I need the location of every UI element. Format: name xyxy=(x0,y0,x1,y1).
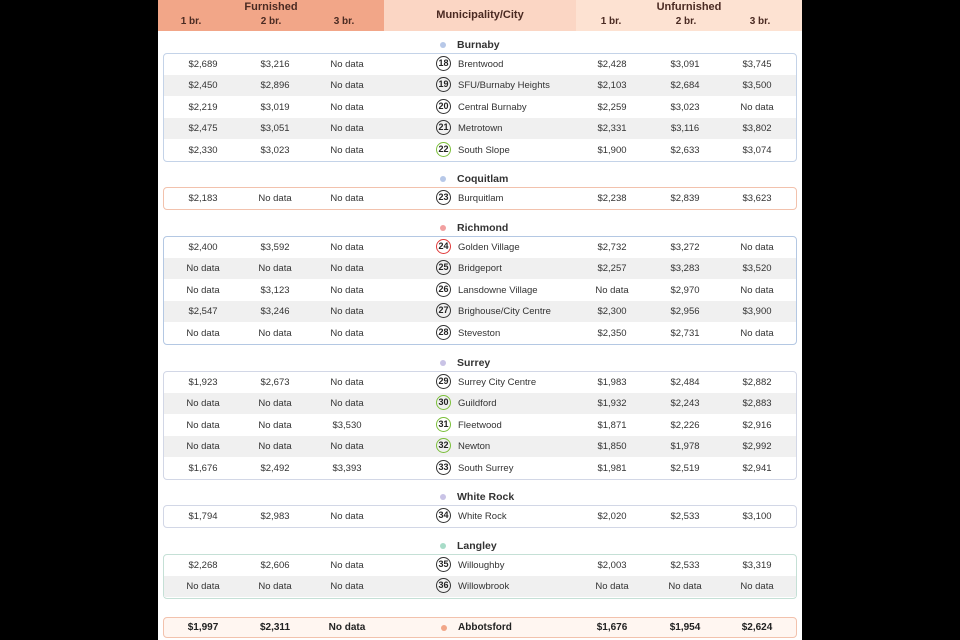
furnished-1br-cell: $2,330 xyxy=(188,144,218,156)
unfurnished-1br-cell: $2,103 xyxy=(597,80,627,92)
table-row xyxy=(164,75,796,96)
area-name: Golden Village xyxy=(458,242,520,253)
group-box xyxy=(163,505,797,528)
group-title xyxy=(384,218,576,238)
header-municipality xyxy=(384,0,576,31)
table-row xyxy=(164,372,796,393)
unfurnished-3br-cell: $3,623 xyxy=(742,193,772,204)
table-row xyxy=(164,237,796,258)
group-name: Langley xyxy=(457,540,497,552)
furnished-3br-cell: No data xyxy=(330,398,364,410)
furnished-2br-cell: $2,983 xyxy=(260,511,290,522)
area-number-badge: 24 xyxy=(436,239,451,254)
unfurnished-1br-cell: $1,932 xyxy=(597,398,627,410)
group-box xyxy=(163,554,797,599)
area-number-badge: 31 xyxy=(436,417,451,432)
table-row xyxy=(164,555,796,576)
furnished-1br-cell: $2,475 xyxy=(188,123,218,135)
unfurnished-3br-cell: No data xyxy=(740,581,774,593)
furnished-3br-cell: No data xyxy=(330,80,364,92)
furnished-3br-cell: No data xyxy=(330,242,364,253)
furnished-2br-cell: $2,606 xyxy=(260,560,290,571)
region-dot xyxy=(441,625,447,631)
unfurnished-2br-cell: $2,226 xyxy=(670,419,700,431)
unfurnished-1br-cell: $2,331 xyxy=(597,123,627,135)
group-name: Richmond xyxy=(457,222,509,234)
total-furnished-2br: $2,311 xyxy=(259,622,291,633)
area-name: Bridgeport xyxy=(458,263,502,275)
table-row xyxy=(164,436,796,457)
area-number-badge: 20 xyxy=(436,99,451,114)
unfurnished-1br-cell: $1,981 xyxy=(597,462,627,474)
unfurnished-2br-cell: $3,272 xyxy=(670,242,700,253)
furnished-3br-cell: No data xyxy=(330,441,364,453)
header-furnished-3br: 3 br. xyxy=(333,16,355,27)
furnished-3br-cell: No data xyxy=(330,327,364,339)
group-title xyxy=(384,487,576,507)
header-unfurnished-title: Unfurnished xyxy=(656,1,722,13)
unfurnished-2br-cell: $3,023 xyxy=(670,101,700,113)
table-row xyxy=(164,415,796,436)
unfurnished-2br-cell: $3,283 xyxy=(670,263,700,275)
furnished-3br-cell: No data xyxy=(330,263,364,275)
area-number-badge: 21 xyxy=(436,120,451,135)
area-name: Central Burnaby xyxy=(458,101,527,113)
unfurnished-2br-cell: No data xyxy=(668,581,702,593)
unfurnished-1br-cell: $2,428 xyxy=(597,59,627,70)
area-number-badge: 25 xyxy=(436,260,451,275)
furnished-2br-cell: $3,246 xyxy=(260,306,290,318)
furnished-3br-cell: No data xyxy=(330,581,364,593)
region-dot xyxy=(440,225,446,231)
furnished-1br-cell: No data xyxy=(186,327,220,339)
unfurnished-1br-cell: $2,350 xyxy=(597,327,627,339)
furnished-2br-cell: $3,123 xyxy=(260,284,290,296)
group-title xyxy=(384,353,576,373)
unfurnished-1br-cell: $2,259 xyxy=(597,101,627,113)
area-number-badge: 36 xyxy=(436,578,451,593)
area-name: Brighouse/City Centre xyxy=(458,306,551,318)
unfurnished-1br-cell: $1,850 xyxy=(597,441,627,453)
area-name: Brentwood xyxy=(458,59,504,70)
unfurnished-2br-cell: $2,684 xyxy=(670,80,700,92)
unfurnished-2br-cell: $2,533 xyxy=(670,560,700,571)
unfurnished-2br-cell: $1,978 xyxy=(670,441,700,453)
unfurnished-1br-cell: $2,300 xyxy=(597,306,627,318)
group-title xyxy=(384,169,576,189)
total-furnished-1br: $1,997 xyxy=(187,622,219,633)
furnished-1br-cell: No data xyxy=(186,419,220,431)
furnished-2br-cell: $3,023 xyxy=(260,144,290,156)
area-number-badge: 19 xyxy=(436,77,451,92)
table-row xyxy=(164,258,796,279)
area-number-badge: 28 xyxy=(436,325,451,340)
furnished-2br-cell: No data xyxy=(258,441,292,453)
table-row xyxy=(164,301,796,322)
unfurnished-1br-cell: $2,003 xyxy=(597,560,627,571)
furnished-1br-cell: No data xyxy=(186,263,220,275)
furnished-3br-cell: No data xyxy=(330,101,364,113)
furnished-3br-cell: $3,530 xyxy=(332,419,362,431)
unfurnished-3br-cell: No data xyxy=(740,327,774,339)
unfurnished-2br-cell: $2,970 xyxy=(670,284,700,296)
area-name: White Rock xyxy=(458,511,507,522)
area-name: South Surrey xyxy=(458,462,514,474)
group-name: Surrey xyxy=(457,357,491,369)
header-furnished-2br: 2 br. xyxy=(260,16,282,27)
furnished-1br-cell: $2,268 xyxy=(188,560,218,571)
area-number-badge: 29 xyxy=(436,374,451,389)
region-dot xyxy=(440,543,446,549)
furnished-2br-cell: No data xyxy=(258,398,292,410)
furnished-2br-cell: No data xyxy=(258,581,292,593)
header-municipality-title: Municipality/City xyxy=(436,9,524,21)
region-dot xyxy=(440,360,446,366)
header-furnished-1br: 1 br. xyxy=(180,16,202,27)
group-box xyxy=(163,53,797,162)
furnished-1br-cell: No data xyxy=(186,284,220,296)
furnished-3br-cell: No data xyxy=(330,284,364,296)
unfurnished-3br-cell: $3,500 xyxy=(742,80,772,92)
region-dot xyxy=(440,494,446,500)
unfurnished-1br-cell: $2,238 xyxy=(597,193,627,204)
furnished-1br-cell: $1,923 xyxy=(188,377,218,388)
unfurnished-2br-cell: $3,091 xyxy=(670,59,700,70)
furnished-1br-cell: $2,219 xyxy=(188,101,218,113)
unfurnished-3br-cell: $3,745 xyxy=(742,59,772,70)
area-name: Burquitlam xyxy=(458,193,504,204)
group-name: Coquitlam xyxy=(457,173,509,185)
header-unfurnished xyxy=(576,0,802,31)
area-name: Fleetwood xyxy=(458,419,502,431)
total-unfurnished-1br: $1,676 xyxy=(596,622,628,633)
furnished-3br-cell: No data xyxy=(330,123,364,135)
area-number-badge: 27 xyxy=(436,303,451,318)
furnished-1br-cell: $2,689 xyxy=(188,59,218,70)
unfurnished-3br-cell: $2,941 xyxy=(742,462,772,474)
group-title xyxy=(384,35,576,55)
area-name: Willowbrook xyxy=(458,581,510,593)
furnished-1br-cell: No data xyxy=(186,581,220,593)
region-dot xyxy=(440,42,446,48)
unfurnished-3br-cell: $3,520 xyxy=(742,263,772,275)
unfurnished-2br-cell: $2,731 xyxy=(670,327,700,339)
unfurnished-3br-cell: $3,900 xyxy=(742,306,772,318)
area-name: Newton xyxy=(458,441,491,453)
total-row-abbotsford xyxy=(163,617,797,638)
unfurnished-2br-cell: $2,484 xyxy=(670,377,700,388)
furnished-2br-cell: $3,216 xyxy=(260,59,290,70)
furnished-2br-cell: No data xyxy=(258,419,292,431)
furnished-3br-cell: No data xyxy=(330,560,364,571)
unfurnished-3br-cell: $2,916 xyxy=(742,419,772,431)
furnished-2br-cell: $2,896 xyxy=(260,80,290,92)
header-unfurnished-3br: 3 br. xyxy=(749,16,771,27)
unfurnished-3br-cell: $3,319 xyxy=(742,560,772,571)
furnished-1br-cell: $2,450 xyxy=(188,80,218,92)
table-row xyxy=(164,323,796,344)
group-title xyxy=(384,536,576,556)
table-row xyxy=(164,506,796,527)
header-unfurnished-2br: 2 br. xyxy=(675,16,697,27)
furnished-2br-cell: $3,051 xyxy=(260,123,290,135)
furnished-2br-cell: $2,673 xyxy=(260,377,290,388)
table-row xyxy=(164,54,796,75)
table-row xyxy=(164,576,796,597)
unfurnished-1br-cell: $2,257 xyxy=(597,263,627,275)
area-name: Guildford xyxy=(458,398,497,410)
unfurnished-3br-cell: $3,074 xyxy=(742,144,772,156)
unfurnished-1br-cell: $1,871 xyxy=(597,419,627,431)
unfurnished-2br-cell: $3,116 xyxy=(670,123,700,135)
group-name: Burnaby xyxy=(457,39,500,51)
unfurnished-1br-cell: No data xyxy=(595,284,629,296)
furnished-1br-cell: No data xyxy=(186,441,220,453)
total-unfurnished-2br: $1,954 xyxy=(669,622,701,633)
area-name: Willoughby xyxy=(458,560,505,571)
furnished-3br-cell: No data xyxy=(330,59,364,70)
unfurnished-2br-cell: $2,956 xyxy=(670,306,700,318)
area-number-badge: 33 xyxy=(436,460,451,475)
furnished-1br-cell: $2,547 xyxy=(188,306,218,318)
group-box xyxy=(163,236,797,345)
unfurnished-3br-cell: $3,100 xyxy=(742,511,772,522)
unfurnished-3br-cell: $2,992 xyxy=(742,441,772,453)
area-number-badge: 32 xyxy=(436,438,451,453)
furnished-3br-cell: No data xyxy=(330,144,364,156)
area-name: South Slope xyxy=(458,144,510,156)
table-row xyxy=(164,188,796,209)
furnished-3br-cell: $3,393 xyxy=(332,462,362,474)
table-row xyxy=(164,458,796,479)
header-furnished-title: Furnished xyxy=(244,1,298,13)
table-row xyxy=(164,393,796,414)
area-number-badge: 23 xyxy=(436,190,451,205)
table-row xyxy=(164,280,796,301)
table-row xyxy=(164,118,796,139)
area-name: SFU/Burnaby Heights xyxy=(458,80,550,92)
unfurnished-1br-cell: $2,020 xyxy=(597,511,627,522)
unfurnished-1br-cell: $1,983 xyxy=(597,377,627,388)
area-number-badge: 18 xyxy=(436,56,451,71)
furnished-2br-cell: No data xyxy=(258,327,292,339)
unfurnished-2br-cell: $2,839 xyxy=(670,193,700,204)
furnished-1br-cell: No data xyxy=(186,398,220,410)
unfurnished-2br-cell: $2,633 xyxy=(670,144,700,156)
group-name: White Rock xyxy=(457,491,515,503)
furnished-3br-cell: No data xyxy=(330,377,364,388)
furnished-2br-cell: $3,592 xyxy=(260,242,290,253)
furnished-3br-cell: No data xyxy=(330,511,364,522)
furnished-1br-cell: $2,400 xyxy=(188,242,218,253)
furnished-1br-cell: $1,676 xyxy=(188,462,218,474)
region-dot xyxy=(440,176,446,182)
furnished-2br-cell: No data xyxy=(258,263,292,275)
unfurnished-3br-cell: $3,802 xyxy=(742,123,772,135)
unfurnished-2br-cell: $2,519 xyxy=(670,462,700,474)
area-number-badge: 30 xyxy=(436,395,451,410)
rent-table xyxy=(158,0,802,640)
total-furnished-3br: No data xyxy=(328,622,366,633)
total-name: Abbotsford xyxy=(458,622,512,633)
furnished-2br-cell: $2,492 xyxy=(260,462,290,474)
area-name: Steveston xyxy=(458,327,501,339)
furnished-1br-cell: $2,183 xyxy=(188,193,218,204)
unfurnished-1br-cell: No data xyxy=(595,581,629,593)
furnished-2br-cell: $3,019 xyxy=(260,101,290,113)
furnished-3br-cell: No data xyxy=(330,193,364,204)
unfurnished-1br-cell: $1,900 xyxy=(597,144,627,156)
area-name: Surrey City Centre xyxy=(458,377,537,388)
area-name: Metrotown xyxy=(458,123,503,135)
furnished-2br-cell: No data xyxy=(258,193,292,204)
unfurnished-3br-cell: $2,883 xyxy=(742,398,772,410)
total-unfurnished-3br: $2,624 xyxy=(741,622,773,633)
group-box xyxy=(163,371,797,480)
unfurnished-3br-cell: $2,882 xyxy=(742,377,772,388)
unfurnished-2br-cell: $2,533 xyxy=(670,511,700,522)
furnished-1br-cell: $1,794 xyxy=(188,511,218,522)
unfurnished-1br-cell: $2,732 xyxy=(597,242,627,253)
table-row xyxy=(164,140,796,161)
group-box xyxy=(163,187,797,210)
header-furnished xyxy=(158,0,384,31)
area-number-badge: 34 xyxy=(436,508,451,523)
area-name: Lansdowne Village xyxy=(458,284,538,296)
header-unfurnished-1br: 1 br. xyxy=(600,16,622,27)
unfurnished-3br-cell: No data xyxy=(740,242,774,253)
unfurnished-2br-cell: $2,243 xyxy=(670,398,700,410)
table-row xyxy=(164,97,796,118)
furnished-3br-cell: No data xyxy=(330,306,364,318)
area-number-badge: 35 xyxy=(436,557,451,572)
area-number-badge: 26 xyxy=(436,282,451,297)
unfurnished-3br-cell: No data xyxy=(740,101,774,113)
area-number-badge: 22 xyxy=(436,142,451,157)
unfurnished-3br-cell: No data xyxy=(740,284,774,296)
